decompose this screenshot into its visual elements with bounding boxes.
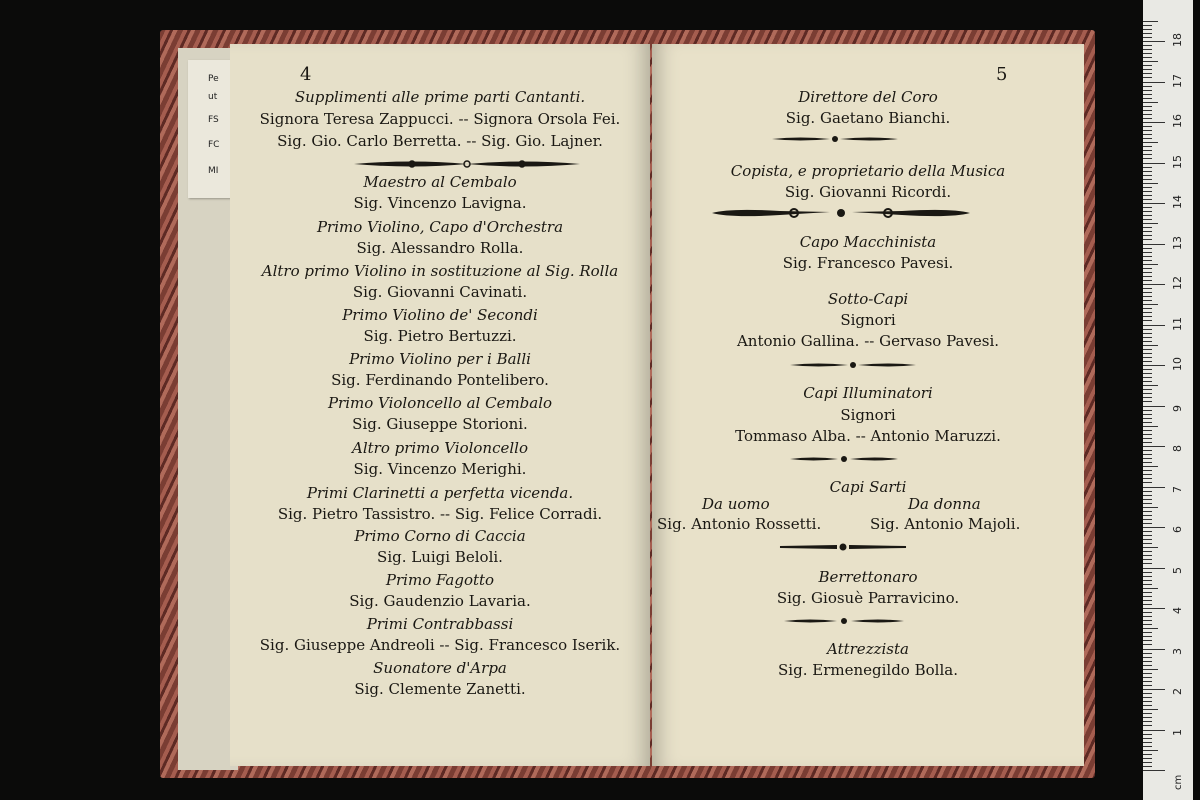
ruler-tick	[1143, 620, 1152, 621]
ruler-tick	[1143, 653, 1152, 654]
ruler-tick	[1143, 199, 1152, 200]
name-line: Sig. Ermenegildo Bolla.	[778, 661, 958, 679]
ruler-tick	[1143, 730, 1165, 731]
ruler-tick	[1143, 73, 1152, 74]
ruler-tick	[1143, 750, 1158, 751]
role-heading: Berrettonaro	[818, 568, 918, 586]
ruler-tick	[1143, 422, 1152, 423]
ruler-tick	[1143, 171, 1152, 172]
ruler-number: 1	[1171, 728, 1184, 736]
role-heading: Primo Violino de' Secondi	[342, 306, 538, 324]
ornament-divider	[788, 454, 900, 464]
ruler-tick	[1143, 130, 1152, 131]
role-heading: Capo Macchinista	[799, 233, 937, 251]
role-heading: Altro primo Violoncello	[351, 439, 528, 457]
ruler-tick	[1143, 592, 1152, 593]
ruler-tick	[1143, 758, 1152, 759]
name-line: Signori	[840, 406, 896, 424]
ruler-tick	[1143, 563, 1152, 564]
ruler-tick	[1143, 353, 1152, 354]
ruler-tick	[1143, 138, 1152, 139]
sarti-right-heading: Da donna	[908, 495, 981, 513]
ruler-tick	[1143, 82, 1165, 83]
role-heading: Primo Violino, Capo d'Orchestra	[316, 218, 564, 236]
ruler-tick	[1143, 227, 1152, 228]
label-line: FS	[208, 115, 219, 125]
ruler-number: 3	[1171, 647, 1184, 655]
ruler-tick	[1143, 179, 1152, 180]
ruler-number: 17	[1171, 73, 1184, 88]
name-line: Sig. Gaudenzio Lavaria.	[349, 592, 531, 610]
role-heading: Primo Violoncello al Cembalo	[327, 394, 553, 412]
ruler-tick	[1143, 41, 1165, 42]
ruler-tick	[1143, 406, 1165, 407]
ruler-tick	[1143, 183, 1158, 184]
label-line: MI	[208, 166, 219, 176]
ruler-tick	[1143, 770, 1165, 771]
ruler-tick	[1143, 462, 1152, 463]
ruler-tick	[1143, 21, 1158, 22]
ruler-tick	[1143, 369, 1152, 370]
name-line: Signori	[840, 311, 896, 329]
ruler-tick	[1143, 515, 1152, 516]
ruler-tick	[1143, 61, 1158, 62]
ruler-number: 2	[1171, 688, 1184, 695]
ruler-tick	[1143, 442, 1152, 443]
ruler-number: 9	[1171, 404, 1184, 412]
role-heading: Primi Contrabbassi	[366, 615, 514, 633]
ruler-tick	[1143, 345, 1158, 346]
ruler-tick	[1143, 110, 1152, 111]
ruler-tick	[1143, 523, 1152, 524]
ruler-tick	[1143, 713, 1152, 714]
ruler-tick	[1143, 535, 1152, 536]
ruler-tick	[1143, 507, 1158, 508]
ruler-tick	[1143, 418, 1152, 419]
ruler-tick	[1143, 219, 1152, 220]
ruler-tick	[1143, 215, 1152, 216]
ruler-tick	[1143, 65, 1152, 66]
ruler-tick	[1143, 154, 1152, 155]
ruler-tick	[1143, 316, 1152, 317]
ruler-tick	[1143, 33, 1152, 34]
ruler-tick	[1143, 693, 1152, 694]
ruler-tick	[1143, 470, 1152, 471]
name-line: Sig. Vincenzo Lavigna.	[353, 194, 527, 212]
ruler-tick	[1143, 235, 1152, 236]
ruler-tick	[1143, 122, 1165, 123]
ruler-tick	[1143, 272, 1152, 273]
ruler-tick	[1143, 762, 1152, 763]
ruler-tick	[1143, 29, 1152, 30]
ruler-tick	[1143, 430, 1152, 431]
ornament-divider	[782, 616, 906, 626]
ruler-tick	[1143, 264, 1158, 265]
ruler-tick	[1143, 167, 1152, 168]
ruler-tick	[1143, 325, 1165, 326]
ruler-tick	[1143, 685, 1152, 686]
ruler-tick	[1143, 333, 1152, 334]
ruler-tick	[1143, 539, 1152, 540]
ruler-tick	[1143, 357, 1152, 358]
name-line: Sig. Giuseppe Storioni.	[352, 415, 528, 433]
name-line: Sig. Luigi Beloli.	[377, 548, 503, 566]
name-line: Sig. Giosuè Parravicino.	[776, 589, 960, 607]
measuring-ruler	[1143, 0, 1193, 800]
ruler-tick	[1143, 596, 1152, 597]
sarti-left-name: Sig. Antonio Rossetti.	[657, 515, 822, 533]
ruler-tick	[1143, 612, 1152, 613]
ruler-tick	[1143, 268, 1152, 269]
ruler-tick	[1143, 90, 1152, 91]
role-heading: Maestro al Cembalo	[363, 173, 517, 191]
ruler-tick	[1143, 175, 1152, 176]
ruler-tick	[1143, 45, 1152, 46]
ruler-tick	[1143, 487, 1165, 488]
ruler-tick	[1143, 114, 1152, 115]
role-heading: Direttore del Coro	[798, 88, 938, 106]
ruler-tick	[1143, 134, 1152, 135]
name-line: Antonio Gallina. -- Gervaso Pavesi.	[736, 332, 1000, 350]
ruler-tick	[1143, 142, 1158, 143]
ruler-tick	[1143, 49, 1152, 50]
ruler-tick	[1143, 252, 1152, 253]
ruler-tick	[1143, 454, 1152, 455]
ruler-tick	[1143, 551, 1152, 552]
right-page	[652, 44, 1084, 766]
ruler-tick	[1143, 102, 1158, 103]
role-heading: Capi Sarti	[829, 478, 907, 496]
ruler-tick	[1143, 341, 1152, 342]
ruler-tick	[1143, 624, 1152, 625]
page-number: 5	[996, 64, 1008, 85]
ruler-tick	[1143, 588, 1158, 589]
ruler-number: 11	[1171, 316, 1184, 331]
ruler-tick	[1143, 94, 1152, 95]
ruler-tick	[1143, 628, 1158, 629]
label-line: FC	[208, 140, 220, 150]
ruler-tick	[1143, 547, 1158, 548]
ruler-tick	[1143, 499, 1152, 500]
ruler-tick	[1143, 150, 1152, 151]
page-number: 4	[300, 64, 312, 85]
ruler-tick	[1143, 725, 1152, 726]
ruler-tick	[1143, 616, 1152, 617]
ruler-tick	[1143, 734, 1152, 735]
ruler-tick	[1143, 312, 1152, 313]
name-line: Sig. Giovanni Ricordi.	[784, 183, 952, 201]
ruler-tick	[1143, 393, 1152, 394]
ruler-tick	[1143, 717, 1152, 718]
role-heading: Primo Violino per i Balli	[349, 350, 531, 368]
ruler-tick	[1143, 337, 1152, 338]
ruler-number: 10	[1171, 357, 1184, 371]
ruler-number: 7	[1171, 485, 1184, 493]
ruler-tick	[1143, 296, 1152, 297]
ruler-tick	[1143, 531, 1152, 532]
ruler-tick	[1143, 377, 1152, 378]
ruler-tick	[1143, 649, 1165, 650]
ruler-tick	[1143, 207, 1152, 208]
ruler-tick	[1143, 474, 1152, 475]
ruler-tick	[1143, 705, 1152, 706]
ruler-number: 4	[1171, 607, 1184, 614]
ruler-tick	[1143, 665, 1152, 666]
ruler-tick	[1143, 746, 1152, 747]
ruler-tick	[1143, 742, 1152, 743]
ruler-number: 6	[1171, 526, 1184, 533]
ruler-number: 16	[1171, 114, 1184, 128]
ruler-tick	[1143, 657, 1152, 658]
ruler-tick	[1143, 414, 1152, 415]
ruler-tick	[1143, 434, 1152, 435]
ruler-tick	[1143, 661, 1152, 662]
ruler-tick	[1143, 329, 1152, 330]
role-heading: Altro primo Violino in sostituzione al Sig. Rolla	[261, 262, 619, 280]
name-line: Signora Teresa Zappucci. -- Signora Orsola Fei.	[259, 110, 621, 128]
ruler-tick	[1143, 644, 1152, 645]
ruler-tick	[1143, 669, 1158, 670]
name-line: Tommaso Alba. -- Antonio Maruzzi.	[735, 427, 1001, 445]
name-line: Sig. Ferdinando Pontelibero.	[331, 371, 549, 389]
name-line: Sig. Clemente Zanetti.	[354, 680, 526, 698]
role-heading: Sotto-Capi	[827, 290, 909, 308]
ruler-tick	[1143, 118, 1152, 119]
ruler-tick	[1143, 361, 1152, 362]
ruler-tick	[1143, 308, 1152, 309]
name-line: Sig. Giovanni Cavinati.	[352, 283, 528, 301]
ruler-tick	[1143, 77, 1152, 78]
name-line: Sig. Gaetano Bianchi.	[785, 109, 951, 127]
ruler-tick	[1143, 608, 1165, 609]
ruler-tick	[1143, 511, 1152, 512]
ruler-number: 8	[1171, 445, 1184, 452]
ornament-divider	[778, 542, 908, 552]
ruler-tick	[1143, 446, 1165, 447]
role-heading: Primo Fagotto	[385, 571, 495, 589]
ruler-tick	[1143, 482, 1152, 483]
ruler-tick	[1143, 738, 1152, 739]
ruler-tick	[1143, 568, 1165, 569]
ruler-tick	[1143, 203, 1165, 204]
ruler-tick	[1143, 559, 1152, 560]
name-line: Sig. Francesco Pavesi.	[782, 254, 954, 272]
ruler-tick	[1143, 260, 1152, 261]
ruler-tick	[1143, 640, 1152, 641]
ruler-tick	[1143, 57, 1152, 58]
ruler-number: 15	[1171, 154, 1184, 169]
ruler-tick	[1143, 292, 1152, 293]
role-heading: Primo Corno di Caccia	[354, 527, 526, 545]
left-page	[230, 44, 650, 766]
ruler-tick	[1143, 438, 1152, 439]
ruler-tick	[1143, 519, 1152, 520]
ruler-tick	[1143, 187, 1152, 188]
ornament-divider	[770, 134, 900, 144]
ruler-tick	[1143, 721, 1152, 722]
ruler-tick	[1143, 572, 1152, 573]
ruler-unit: cm	[1173, 774, 1184, 790]
ruler-tick	[1143, 632, 1152, 633]
sarti-right-name: Sig. Antonio Majoli.	[870, 515, 1021, 533]
ruler-tick	[1143, 458, 1152, 459]
ruler-tick	[1143, 365, 1165, 366]
ruler-tick	[1143, 146, 1152, 147]
ruler-tick	[1143, 584, 1152, 585]
ruler-tick	[1143, 320, 1152, 321]
label-line: ut	[208, 92, 218, 102]
label-line: Pe	[208, 74, 219, 84]
ruler-tick	[1143, 709, 1158, 710]
catalog-label-card	[188, 60, 232, 198]
ruler-tick	[1143, 256, 1152, 257]
ruler-tick	[1143, 600, 1152, 601]
role-heading: Supplimenti alle prime parti Cantanti.	[294, 88, 586, 106]
ruler-tick	[1143, 580, 1152, 581]
ruler-tick	[1143, 223, 1158, 224]
role-heading: Primi Clarinetti a perfetta vicenda.	[306, 484, 574, 502]
ruler-tick	[1143, 53, 1152, 54]
name-line: Sig. Pietro Bertuzzi.	[363, 327, 517, 345]
ruler-tick	[1143, 211, 1152, 212]
role-heading: Attrezzista	[827, 640, 909, 658]
ruler-tick	[1143, 697, 1152, 698]
ruler-tick	[1143, 397, 1152, 398]
ruler-tick	[1143, 231, 1152, 232]
ruler-tick	[1143, 373, 1152, 374]
ruler-tick	[1143, 25, 1152, 26]
ruler-tick	[1143, 527, 1165, 528]
ruler-number: 13	[1171, 235, 1184, 250]
ruler-tick	[1143, 689, 1165, 690]
ruler-tick	[1143, 701, 1152, 702]
ruler-tick	[1143, 555, 1152, 556]
ornament-divider	[352, 158, 582, 170]
ruler-tick	[1143, 450, 1152, 451]
ruler-tick	[1143, 677, 1152, 678]
ruler-tick	[1143, 126, 1152, 127]
name-line: Sig. Giuseppe Andreoli -- Sig. Francesco Iserik.	[259, 636, 621, 654]
ruler-tick	[1143, 410, 1152, 411]
ornament-divider	[788, 360, 918, 370]
ruler-tick	[1143, 195, 1152, 196]
ruler-tick	[1143, 604, 1152, 605]
ruler-tick	[1143, 248, 1152, 249]
ruler-tick	[1143, 681, 1152, 682]
ruler-tick	[1143, 37, 1152, 38]
name-line: Sig. Gio. Carlo Berretta. -- Sig. Gio. Lajner.	[277, 132, 603, 150]
ruler-tick	[1143, 304, 1158, 305]
role-heading: Capi Illuminatori	[803, 384, 933, 402]
ruler-tick	[1143, 98, 1152, 99]
name-line: Sig. Pietro Tassistro. -- Sig. Felice Corradi.	[277, 505, 603, 523]
ruler-number: 14	[1171, 195, 1184, 209]
name-line: Sig. Alessandro Rolla.	[356, 239, 524, 257]
ruler-tick	[1143, 106, 1152, 107]
ruler-tick	[1143, 300, 1152, 301]
role-heading: Suonatore d'Arpa	[373, 659, 507, 677]
ruler-tick	[1143, 69, 1152, 70]
ruler-tick	[1143, 466, 1158, 467]
ruler-tick	[1143, 191, 1152, 192]
ruler-tick	[1143, 239, 1152, 240]
role-heading: Copista, e proprietario della Musica	[730, 162, 1006, 180]
ruler-tick	[1143, 754, 1152, 755]
ruler-tick	[1143, 491, 1152, 492]
ruler-tick	[1143, 543, 1152, 544]
ruler-tick	[1143, 86, 1152, 87]
ruler-number: 18	[1171, 33, 1184, 47]
sarti-left-heading: Da uomo	[702, 495, 770, 513]
ruler-tick	[1143, 426, 1158, 427]
ruler-tick	[1143, 503, 1152, 504]
ruler-tick	[1143, 381, 1152, 382]
ruler-tick	[1143, 276, 1152, 277]
ruler-tick	[1143, 385, 1158, 386]
ornament-divider	[710, 207, 972, 219]
ruler-number: 5	[1171, 566, 1184, 574]
ruler-tick	[1143, 495, 1152, 496]
ruler-tick	[1143, 280, 1152, 281]
ruler-tick	[1143, 389, 1152, 390]
ruler-number: 12	[1171, 276, 1184, 290]
ruler-tick	[1143, 766, 1152, 767]
ruler-tick	[1143, 636, 1152, 637]
ruler-tick	[1143, 244, 1165, 245]
ruler-tick	[1143, 288, 1152, 289]
ruler-tick	[1143, 673, 1152, 674]
ruler-tick	[1143, 576, 1152, 577]
ruler-tick	[1143, 401, 1152, 402]
ruler-tick	[1143, 478, 1152, 479]
ruler-tick	[1143, 163, 1165, 164]
ruler-tick	[1143, 349, 1152, 350]
name-line: Sig. Vincenzo Merighi.	[353, 460, 527, 478]
ruler-tick	[1143, 158, 1152, 159]
ruler-tick	[1143, 284, 1165, 285]
